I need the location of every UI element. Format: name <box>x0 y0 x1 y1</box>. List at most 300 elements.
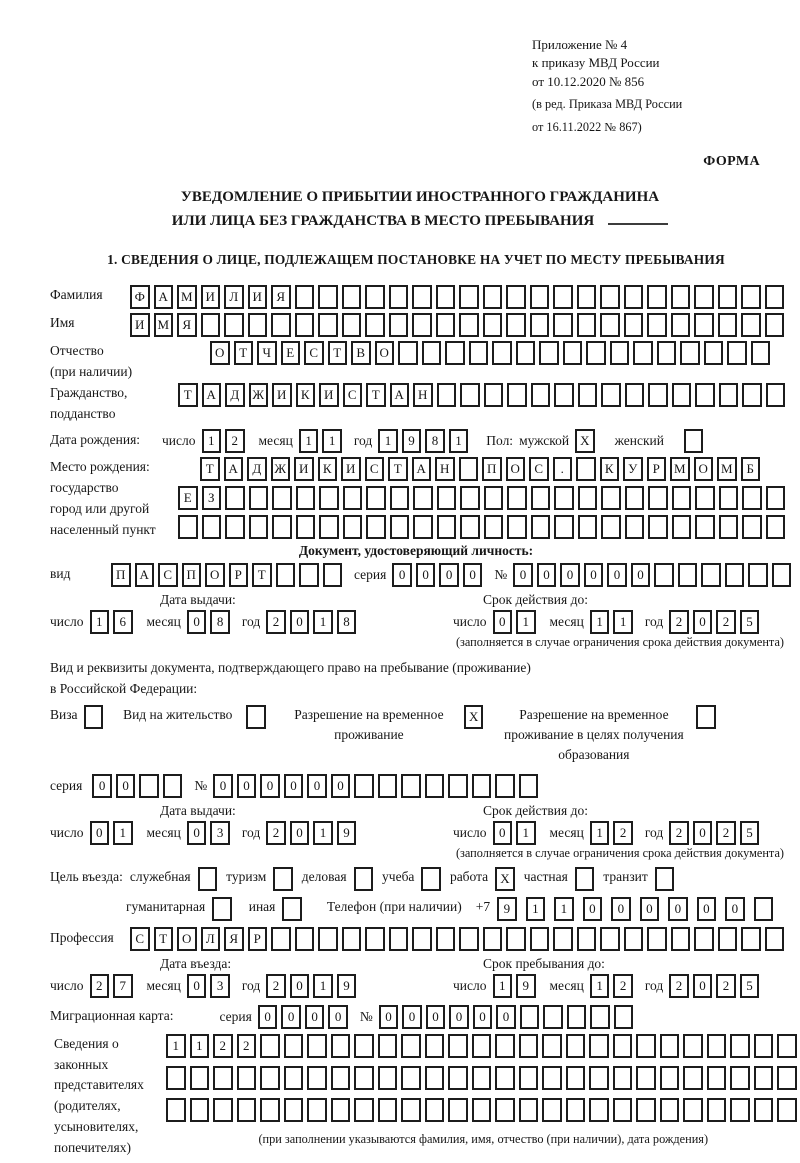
char-cell[interactable]: М <box>177 285 197 309</box>
char-cell[interactable] <box>718 313 738 337</box>
char-cell[interactable] <box>765 285 785 309</box>
char-cell[interactable]: 0 <box>584 563 604 587</box>
char-cell[interactable]: 0 <box>693 974 713 998</box>
char-cell[interactable] <box>671 285 691 309</box>
char-cell[interactable]: 2 <box>266 610 286 634</box>
char-cell[interactable]: 0 <box>116 774 136 798</box>
char-cell[interactable]: . <box>553 457 573 481</box>
char-cell[interactable] <box>299 563 319 587</box>
char-cell[interactable] <box>365 313 385 337</box>
char-cell[interactable]: 0 <box>697 897 717 921</box>
char-cell[interactable]: 1 <box>516 821 536 845</box>
char-cell[interactable] <box>225 515 245 539</box>
char-cell[interactable] <box>354 1034 374 1058</box>
char-cell[interactable]: 8 <box>337 610 357 634</box>
char-cell[interactable] <box>354 774 374 798</box>
char-cell[interactable] <box>531 515 551 539</box>
char-cell[interactable]: О <box>210 341 230 365</box>
char-cell[interactable] <box>589 1066 609 1090</box>
char-cell[interactable]: 1 <box>493 974 513 998</box>
char-cell[interactable]: Н <box>413 383 433 407</box>
char-cell[interactable] <box>625 383 645 407</box>
char-cell[interactable]: И <box>272 383 292 407</box>
char-cell[interactable]: О <box>177 927 197 951</box>
char-cell[interactable]: Н <box>435 457 455 481</box>
char-cell[interactable] <box>507 486 527 510</box>
char-cell[interactable] <box>554 486 574 510</box>
char-cell[interactable] <box>741 285 761 309</box>
char-cell[interactable] <box>389 285 409 309</box>
char-cell[interactable] <box>249 515 269 539</box>
char-cell[interactable]: 2 <box>669 974 689 998</box>
char-cell[interactable]: 0 <box>473 1005 493 1029</box>
char-cell[interactable] <box>563 341 583 365</box>
char-cell[interactable] <box>578 515 598 539</box>
char-cell[interactable]: 0 <box>693 610 713 634</box>
char-cell[interactable] <box>237 1098 257 1122</box>
char-cell[interactable]: И <box>319 383 339 407</box>
purpose-business-checkbox[interactable] <box>354 867 374 891</box>
char-cell[interactable] <box>660 1034 680 1058</box>
char-cell[interactable] <box>284 1066 304 1090</box>
char-cell[interactable]: 1 <box>322 429 342 453</box>
purpose-study-checkbox[interactable] <box>421 867 441 891</box>
char-cell[interactable] <box>401 1098 421 1122</box>
char-cell[interactable] <box>295 313 315 337</box>
char-cell[interactable] <box>672 486 692 510</box>
char-cell[interactable]: 1 <box>313 610 333 634</box>
char-cell[interactable] <box>730 1098 750 1122</box>
temp-residence-education-checkbox[interactable] <box>696 705 716 729</box>
char-cell[interactable] <box>506 927 526 951</box>
char-cell[interactable]: А <box>412 457 432 481</box>
char-cell[interactable] <box>412 927 432 951</box>
char-cell[interactable] <box>213 1098 233 1122</box>
char-cell[interactable]: О <box>506 457 526 481</box>
char-cell[interactable] <box>530 313 550 337</box>
char-cell[interactable] <box>624 927 644 951</box>
temp-residence-checkbox[interactable]: X <box>464 705 484 729</box>
char-cell[interactable] <box>495 774 515 798</box>
char-cell[interactable] <box>224 313 244 337</box>
char-cell[interactable] <box>648 486 668 510</box>
char-cell[interactable] <box>600 313 620 337</box>
char-cell[interactable] <box>507 383 527 407</box>
char-cell[interactable] <box>530 927 550 951</box>
char-cell[interactable]: 7 <box>113 974 133 998</box>
char-cell[interactable]: 0 <box>693 821 713 845</box>
char-cell[interactable] <box>765 313 785 337</box>
char-cell[interactable] <box>425 1098 445 1122</box>
char-cell[interactable] <box>610 341 630 365</box>
char-cell[interactable]: Ф <box>130 285 150 309</box>
char-cell[interactable]: Р <box>647 457 667 481</box>
char-cell[interactable]: 2 <box>669 610 689 634</box>
sex-female-checkbox[interactable] <box>684 429 704 453</box>
char-cell[interactable] <box>719 383 739 407</box>
char-cell[interactable] <box>742 515 762 539</box>
char-cell[interactable] <box>319 515 339 539</box>
char-cell[interactable] <box>751 341 771 365</box>
char-cell[interactable]: 0 <box>493 610 513 634</box>
char-cell[interactable] <box>260 1034 280 1058</box>
char-cell[interactable] <box>741 313 761 337</box>
char-cell[interactable] <box>295 285 315 309</box>
char-cell[interactable] <box>237 1066 257 1090</box>
char-cell[interactable]: О <box>205 563 225 587</box>
char-cell[interactable] <box>704 341 724 365</box>
char-cell[interactable] <box>766 486 786 510</box>
purpose-transit-checkbox[interactable] <box>655 867 675 891</box>
char-cell[interactable]: 9 <box>516 974 536 998</box>
char-cell[interactable] <box>318 927 338 951</box>
char-cell[interactable] <box>672 383 692 407</box>
char-cell[interactable] <box>318 313 338 337</box>
char-cell[interactable] <box>448 1066 468 1090</box>
char-cell[interactable]: 1 <box>378 429 398 453</box>
char-cell[interactable] <box>460 515 480 539</box>
char-cell[interactable] <box>671 313 691 337</box>
char-cell[interactable]: 0 <box>187 821 207 845</box>
char-cell[interactable]: 0 <box>290 821 310 845</box>
char-cell[interactable] <box>600 285 620 309</box>
char-cell[interactable]: П <box>111 563 131 587</box>
char-cell[interactable]: Е <box>281 341 301 365</box>
char-cell[interactable] <box>389 313 409 337</box>
char-cell[interactable]: 2 <box>266 821 286 845</box>
char-cell[interactable]: Л <box>201 927 221 951</box>
char-cell[interactable] <box>553 285 573 309</box>
char-cell[interactable] <box>647 927 667 951</box>
char-cell[interactable] <box>366 486 386 510</box>
char-cell[interactable] <box>680 341 700 365</box>
purpose-other-checkbox[interactable] <box>282 897 302 921</box>
char-cell[interactable]: 0 <box>668 897 688 921</box>
char-cell[interactable] <box>754 1034 774 1058</box>
char-cell[interactable] <box>777 1066 797 1090</box>
char-cell[interactable]: 1 <box>613 610 633 634</box>
char-cell[interactable] <box>201 313 221 337</box>
char-cell[interactable] <box>437 515 457 539</box>
char-cell[interactable]: 0 <box>416 563 436 587</box>
char-cell[interactable] <box>576 457 596 481</box>
char-cell[interactable]: Т <box>328 341 348 365</box>
char-cell[interactable] <box>296 486 316 510</box>
char-cell[interactable]: 0 <box>493 821 513 845</box>
char-cell[interactable] <box>772 563 792 587</box>
char-cell[interactable]: 2 <box>237 1034 257 1058</box>
char-cell[interactable] <box>531 486 551 510</box>
char-cell[interactable] <box>248 313 268 337</box>
char-cell[interactable]: 1 <box>313 821 333 845</box>
char-cell[interactable]: А <box>135 563 155 587</box>
char-cell[interactable]: Д <box>225 383 245 407</box>
char-cell[interactable] <box>390 515 410 539</box>
char-cell[interactable] <box>647 285 667 309</box>
char-cell[interactable] <box>271 927 291 951</box>
char-cell[interactable]: 2 <box>613 974 633 998</box>
char-cell[interactable] <box>390 486 410 510</box>
char-cell[interactable] <box>412 313 432 337</box>
char-cell[interactable] <box>636 1034 656 1058</box>
char-cell[interactable]: 0 <box>92 774 112 798</box>
char-cell[interactable] <box>284 1034 304 1058</box>
char-cell[interactable]: С <box>365 457 385 481</box>
char-cell[interactable] <box>695 486 715 510</box>
char-cell[interactable] <box>307 1098 327 1122</box>
char-cell[interactable] <box>695 383 715 407</box>
char-cell[interactable]: 8 <box>210 610 230 634</box>
char-cell[interactable] <box>660 1098 680 1122</box>
char-cell[interactable] <box>542 1034 562 1058</box>
char-cell[interactable] <box>519 1034 539 1058</box>
char-cell[interactable] <box>260 1066 280 1090</box>
char-cell[interactable] <box>636 1066 656 1090</box>
char-cell[interactable]: З <box>202 486 222 510</box>
char-cell[interactable] <box>613 1098 633 1122</box>
char-cell[interactable] <box>624 313 644 337</box>
char-cell[interactable] <box>519 1066 539 1090</box>
char-cell[interactable]: 0 <box>439 563 459 587</box>
char-cell[interactable] <box>539 341 559 365</box>
char-cell[interactable]: 5 <box>740 821 760 845</box>
char-cell[interactable] <box>484 515 504 539</box>
char-cell[interactable] <box>190 1098 210 1122</box>
visa-checkbox[interactable] <box>84 705 104 729</box>
char-cell[interactable] <box>342 927 362 951</box>
char-cell[interactable] <box>554 383 574 407</box>
char-cell[interactable] <box>672 515 692 539</box>
char-cell[interactable]: 9 <box>497 897 517 921</box>
char-cell[interactable] <box>578 486 598 510</box>
char-cell[interactable]: 0 <box>213 774 233 798</box>
purpose-private-checkbox[interactable] <box>575 867 595 891</box>
char-cell[interactable] <box>718 285 738 309</box>
char-cell[interactable]: 0 <box>90 821 110 845</box>
char-cell[interactable]: 9 <box>402 429 422 453</box>
char-cell[interactable]: Б <box>741 457 761 481</box>
char-cell[interactable]: 1 <box>113 821 133 845</box>
char-cell[interactable] <box>543 1005 563 1029</box>
char-cell[interactable]: 1 <box>516 610 536 634</box>
char-cell[interactable] <box>398 341 418 365</box>
char-cell[interactable] <box>766 383 786 407</box>
char-cell[interactable]: 0 <box>583 897 603 921</box>
char-cell[interactable] <box>719 486 739 510</box>
char-cell[interactable] <box>307 1034 327 1058</box>
char-cell[interactable] <box>401 1066 421 1090</box>
char-cell[interactable] <box>577 313 597 337</box>
char-cell[interactable] <box>589 1034 609 1058</box>
char-cell[interactable] <box>495 1034 515 1058</box>
char-cell[interactable]: О <box>375 341 395 365</box>
char-cell[interactable]: Т <box>366 383 386 407</box>
char-cell[interactable]: Я <box>271 285 291 309</box>
purpose-work-checkbox[interactable]: X <box>495 867 515 891</box>
char-cell[interactable]: А <box>390 383 410 407</box>
char-cell[interactable] <box>683 1034 703 1058</box>
char-cell[interactable]: 1 <box>554 897 574 921</box>
char-cell[interactable]: Л <box>224 285 244 309</box>
char-cell[interactable] <box>354 1066 374 1090</box>
char-cell[interactable]: Е <box>178 486 198 510</box>
char-cell[interactable] <box>657 341 677 365</box>
char-cell[interactable]: Т <box>252 563 272 587</box>
char-cell[interactable] <box>319 486 339 510</box>
char-cell[interactable] <box>472 1066 492 1090</box>
char-cell[interactable] <box>589 1098 609 1122</box>
char-cell[interactable]: 9 <box>337 974 357 998</box>
char-cell[interactable]: 3 <box>210 974 230 998</box>
char-cell[interactable] <box>625 515 645 539</box>
char-cell[interactable] <box>678 563 698 587</box>
char-cell[interactable]: 0 <box>187 974 207 998</box>
char-cell[interactable] <box>624 285 644 309</box>
char-cell[interactable] <box>343 515 363 539</box>
char-cell[interactable] <box>554 515 574 539</box>
char-cell[interactable] <box>660 1066 680 1090</box>
char-cell[interactable] <box>530 285 550 309</box>
char-cell[interactable]: 2 <box>266 974 286 998</box>
char-cell[interactable]: К <box>600 457 620 481</box>
char-cell[interactable]: 0 <box>305 1005 325 1029</box>
char-cell[interactable] <box>695 515 715 539</box>
char-cell[interactable] <box>683 1066 703 1090</box>
char-cell[interactable] <box>484 383 504 407</box>
char-cell[interactable] <box>742 383 762 407</box>
char-cell[interactable] <box>445 341 465 365</box>
char-cell[interactable]: 0 <box>402 1005 422 1029</box>
char-cell[interactable] <box>766 515 786 539</box>
char-cell[interactable]: 2 <box>716 974 736 998</box>
char-cell[interactable] <box>472 1098 492 1122</box>
char-cell[interactable] <box>516 341 536 365</box>
char-cell[interactable]: 0 <box>260 774 280 798</box>
purpose-tourism-checkbox[interactable] <box>273 867 293 891</box>
char-cell[interactable]: М <box>717 457 737 481</box>
char-cell[interactable]: 1 <box>313 974 333 998</box>
char-cell[interactable] <box>448 1034 468 1058</box>
char-cell[interactable]: 0 <box>640 897 660 921</box>
char-cell[interactable] <box>601 383 621 407</box>
char-cell[interactable] <box>436 313 456 337</box>
char-cell[interactable]: 5 <box>740 974 760 998</box>
char-cell[interactable]: 0 <box>496 1005 516 1029</box>
char-cell[interactable] <box>777 1034 797 1058</box>
char-cell[interactable] <box>166 1066 186 1090</box>
sex-male-checkbox[interactable]: X <box>575 429 595 453</box>
char-cell[interactable] <box>401 774 421 798</box>
char-cell[interactable]: 2 <box>213 1034 233 1058</box>
char-cell[interactable] <box>249 486 269 510</box>
char-cell[interactable]: М <box>670 457 690 481</box>
char-cell[interactable]: 1 <box>90 610 110 634</box>
char-cell[interactable]: С <box>529 457 549 481</box>
char-cell[interactable]: И <box>201 285 221 309</box>
char-cell[interactable] <box>272 486 292 510</box>
char-cell[interactable] <box>495 1066 515 1090</box>
char-cell[interactable] <box>636 1098 656 1122</box>
char-cell[interactable] <box>343 486 363 510</box>
char-cell[interactable]: Р <box>248 927 268 951</box>
char-cell[interactable] <box>472 774 492 798</box>
char-cell[interactable]: Я <box>224 927 244 951</box>
char-cell[interactable] <box>553 313 573 337</box>
char-cell[interactable]: Ч <box>257 341 277 365</box>
char-cell[interactable] <box>748 563 768 587</box>
char-cell[interactable]: 1 <box>166 1034 186 1058</box>
char-cell[interactable]: 0 <box>463 563 483 587</box>
char-cell[interactable] <box>422 341 442 365</box>
char-cell[interactable]: 0 <box>187 610 207 634</box>
char-cell[interactable] <box>354 1098 374 1122</box>
char-cell[interactable]: 1 <box>449 429 469 453</box>
char-cell[interactable]: 0 <box>290 974 310 998</box>
char-cell[interactable] <box>531 383 551 407</box>
char-cell[interactable]: И <box>130 313 150 337</box>
char-cell[interactable] <box>754 1066 774 1090</box>
char-cell[interactable] <box>425 1034 445 1058</box>
char-cell[interactable]: И <box>341 457 361 481</box>
char-cell[interactable] <box>459 285 479 309</box>
char-cell[interactable] <box>365 285 385 309</box>
char-cell[interactable] <box>318 285 338 309</box>
char-cell[interactable]: 1 <box>190 1034 210 1058</box>
char-cell[interactable] <box>483 285 503 309</box>
char-cell[interactable] <box>260 1098 280 1122</box>
char-cell[interactable] <box>707 1098 727 1122</box>
char-cell[interactable] <box>436 927 456 951</box>
char-cell[interactable] <box>727 341 747 365</box>
char-cell[interactable] <box>413 515 433 539</box>
char-cell[interactable]: 0 <box>290 610 310 634</box>
char-cell[interactable] <box>590 1005 610 1029</box>
char-cell[interactable]: Т <box>234 341 254 365</box>
char-cell[interactable] <box>718 927 738 951</box>
char-cell[interactable] <box>307 1066 327 1090</box>
char-cell[interactable]: 0 <box>307 774 327 798</box>
char-cell[interactable] <box>448 774 468 798</box>
char-cell[interactable]: 1 <box>202 429 222 453</box>
char-cell[interactable] <box>694 313 714 337</box>
char-cell[interactable]: Т <box>178 383 198 407</box>
char-cell[interactable]: 1 <box>590 821 610 845</box>
char-cell[interactable] <box>166 1098 186 1122</box>
char-cell[interactable]: С <box>304 341 324 365</box>
char-cell[interactable]: П <box>482 457 502 481</box>
char-cell[interactable]: Т <box>154 927 174 951</box>
char-cell[interactable]: Т <box>388 457 408 481</box>
char-cell[interactable] <box>567 1005 587 1029</box>
char-cell[interactable] <box>506 285 526 309</box>
char-cell[interactable] <box>331 1066 351 1090</box>
char-cell[interactable] <box>331 1034 351 1058</box>
char-cell[interactable] <box>378 774 398 798</box>
char-cell[interactable] <box>578 383 598 407</box>
char-cell[interactable]: 5 <box>740 610 760 634</box>
char-cell[interactable] <box>601 515 621 539</box>
char-cell[interactable]: 0 <box>284 774 304 798</box>
char-cell[interactable]: 1 <box>590 610 610 634</box>
char-cell[interactable] <box>365 927 385 951</box>
char-cell[interactable] <box>577 285 597 309</box>
char-cell[interactable] <box>295 927 315 951</box>
char-cell[interactable] <box>566 1098 586 1122</box>
char-cell[interactable] <box>520 1005 540 1029</box>
char-cell[interactable] <box>694 927 714 951</box>
char-cell[interactable] <box>342 285 362 309</box>
char-cell[interactable]: 9 <box>337 821 357 845</box>
